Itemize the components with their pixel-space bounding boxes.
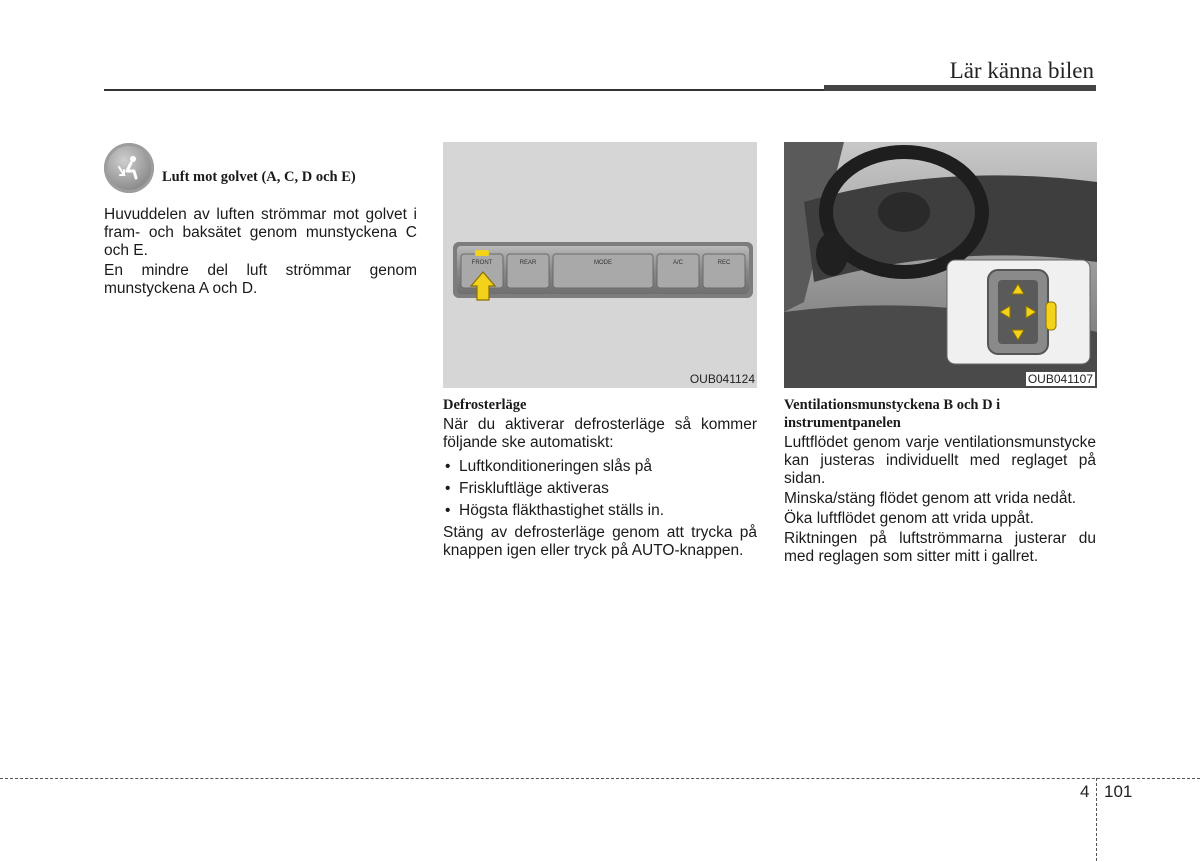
page-number: 101	[1104, 782, 1133, 801]
panel-label-rec: REC	[717, 260, 731, 266]
figure-code: OUB041124	[689, 372, 755, 386]
column-3-paragraph: Riktningen på luftströmmarna justerar du med reglagen som sitter mitt i gallret.	[784, 530, 1096, 565]
column-3-heading: Ventilationsmunstyckena B och D i instrumentpanelen	[784, 397, 1001, 431]
air-to-floor-icon	[104, 143, 154, 193]
column-3-paragraph: Minska/stäng flödet genom att vrida nedåt.	[784, 490, 1077, 507]
bullet-list	[443, 458, 757, 520]
chapter-number: 4	[1080, 782, 1090, 801]
column-1-paragraph: Huvuddelen av luften strömmar mot golvet i fram- och baksätet genom munstyckena C och E.	[104, 206, 417, 259]
column-1-paragraph: En mindre del luft strömmar genom munstyckena A och D.	[104, 262, 417, 297]
column-1	[104, 140, 417, 300]
dashboard-illustration	[784, 142, 1097, 388]
footer-dotted-rule	[0, 778, 1200, 779]
column-3-paragraph: Öka luftflödet genom att vrida uppåt.	[784, 510, 1034, 527]
column-1-heading: Luft mot golvet (A, C, D och E)	[162, 169, 356, 185]
figure-code: OUB041107	[1027, 372, 1093, 386]
column-2-heading: Defrosterläge	[443, 397, 527, 413]
panel-label-mode: MODE	[594, 260, 612, 266]
column-2-intro: När du aktiverar defrosterläge så kommer följande ske automatiskt:	[443, 416, 757, 451]
figure-control-panel	[443, 142, 757, 388]
list-item: • Luftkonditioneringen slås på	[443, 458, 757, 476]
header-rule	[104, 89, 824, 91]
column-3	[784, 396, 1096, 568]
footer-vertical-rule	[1096, 778, 1097, 861]
panel-label-rear: REAR	[519, 260, 537, 266]
column-3-paragraph: Luftflödet genom varje ventilationsmunstycke kan justeras individuellt med reglaget på sidan.	[784, 434, 1096, 487]
panel-label-front: FRONT	[471, 260, 493, 266]
section-title: Lär känna bilen	[949, 58, 1094, 83]
column-2	[443, 396, 757, 562]
column-2-outro: Stäng av defrosterläge genom att trycka på knappen igen eller tryck på AUTO-knappen.	[443, 524, 757, 559]
figure-dashboard-vents	[784, 142, 1097, 388]
list-item: • Högsta fläkthastighet ställs in.	[443, 502, 757, 520]
panel-label-ac: A/C	[672, 260, 684, 266]
heading-row	[104, 140, 417, 196]
list-item: • Friskluftläge aktiveras	[443, 480, 757, 498]
header-rule-accent	[824, 85, 1096, 91]
control-panel-illustration	[443, 142, 757, 388]
